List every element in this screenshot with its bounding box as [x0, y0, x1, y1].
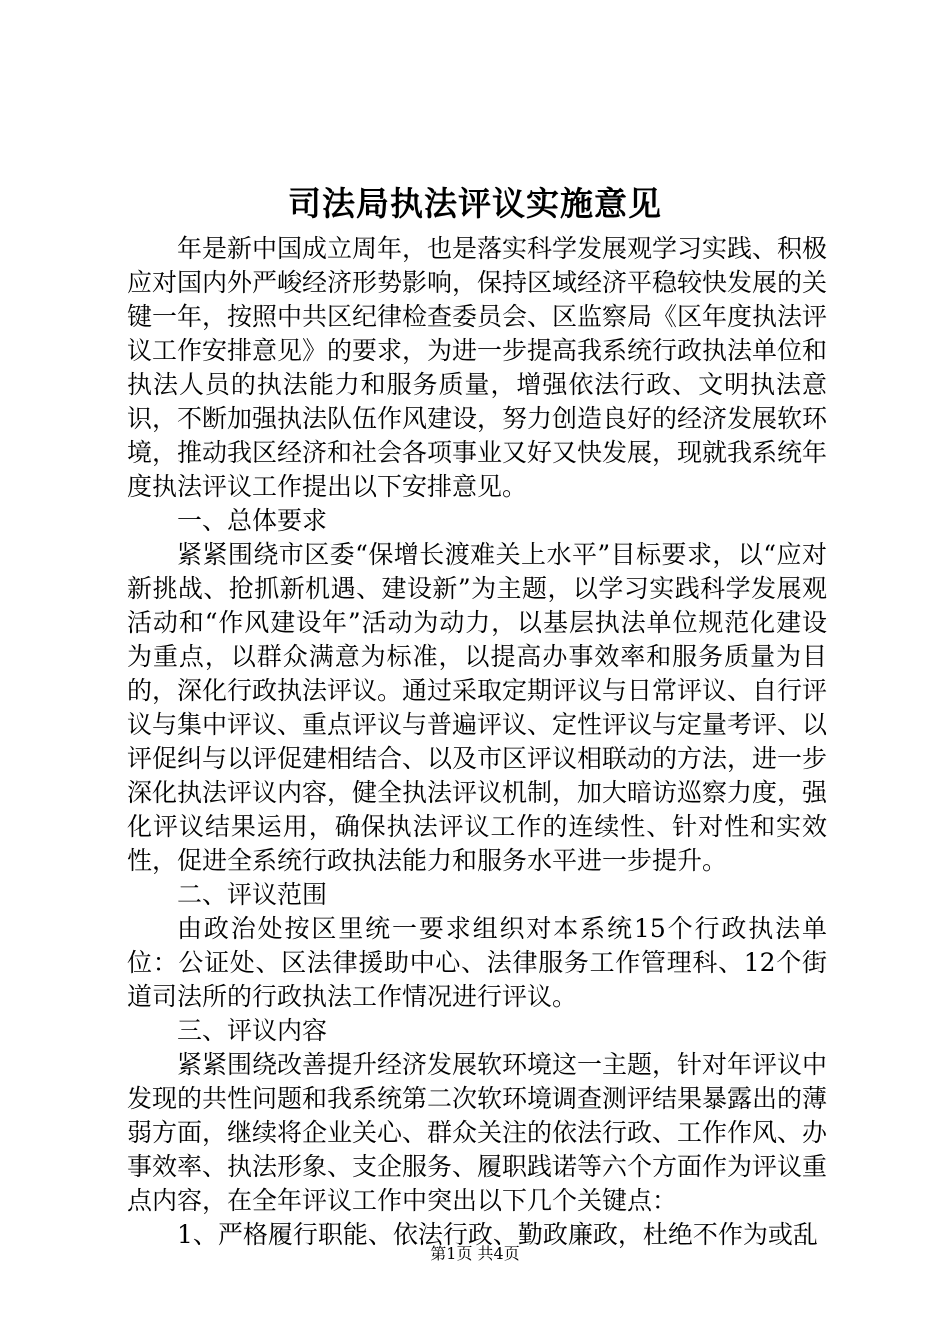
section-heading-scope: 二、评议范围 — [177, 880, 328, 909]
paragraph-item-1: 1、严格履行职能、依法行政、勤政廉政，杜绝不作为或乱 — [177, 1220, 818, 1249]
document-title: 司法局执法评议实施意见 — [288, 184, 662, 223]
document-body — [127, 232, 827, 1252]
paragraph-general-requirements: 紧紧围绕市区委“保增长渡难关上水平”目标要求，以“应对新挑战、抢抓新机遇、建设新”为主题，以学习实践科学发展观活动和“作风建设年”活动为动力，以基层执法单位规范化建设为重点，以群众满意为标准，以提高办事效率和服务质量为目的，深化行政执法评议。通过采取定期评议与日常评议、自行评议与集中评议、重点评议与普遍评议、定性评议与定量考评、以评促纠与以评促建相结合、以及市区评议相联动的方法，进一步深化执法评议内容，健全执法评议机制，加大暗访巡察力度，强化评议结果运用，确保执法评议工作的连续性、针对性和实效性，促进全系统行政执法能力和服务水平进一步提升。 — [127, 540, 828, 875]
section-heading-content: 三、评议内容 — [177, 1016, 328, 1045]
paragraph-intro: 年是新中国成立周年，也是落实科学发展观学习实践、积极应对国内外严峻经济形势影响，保持区域经济平稳较快发展的关键一年，按照中共区纪律检查委员会、区监察局《区年度执法评议工作安排意见》的要求，为进一步提高我系统行政执法单位和执法人员的执法能力和服务质量，增强依法行政、文明执法意识，不断加强执法队伍作风建设，努力创造良好的经济发展软环境，推动我区经济和社会各项事业又好又快发展，现就我系统年度执法评议工作提出以下安排意见。 — [127, 234, 828, 501]
paragraph-content: 紧紧围绕改善提升经济发展软环境这一主题，针对年评议中发现的共性问题和我系统第二次软环境调查测评结果暴露出的薄弱方面，继续将企业关心、群众关注的依法行政、工作作风、办事效率、执法形象、支企服务、履职践诺等六个方面作为评议重点内容，在全年评议工作中突出以下几个关键点： — [127, 1050, 828, 1215]
page-footer: 第1页 共4页 — [430, 1244, 520, 1263]
section-heading-general-requirements: 一、总体要求 — [177, 506, 328, 535]
paragraph-scope: 由政治处按区里统一要求组织对本系统15个行政执法单位：公证处、区法律援助中心、法律服务工作管理科、12个街道司法所的行政执法工作情况进行评议。 — [127, 914, 827, 1011]
